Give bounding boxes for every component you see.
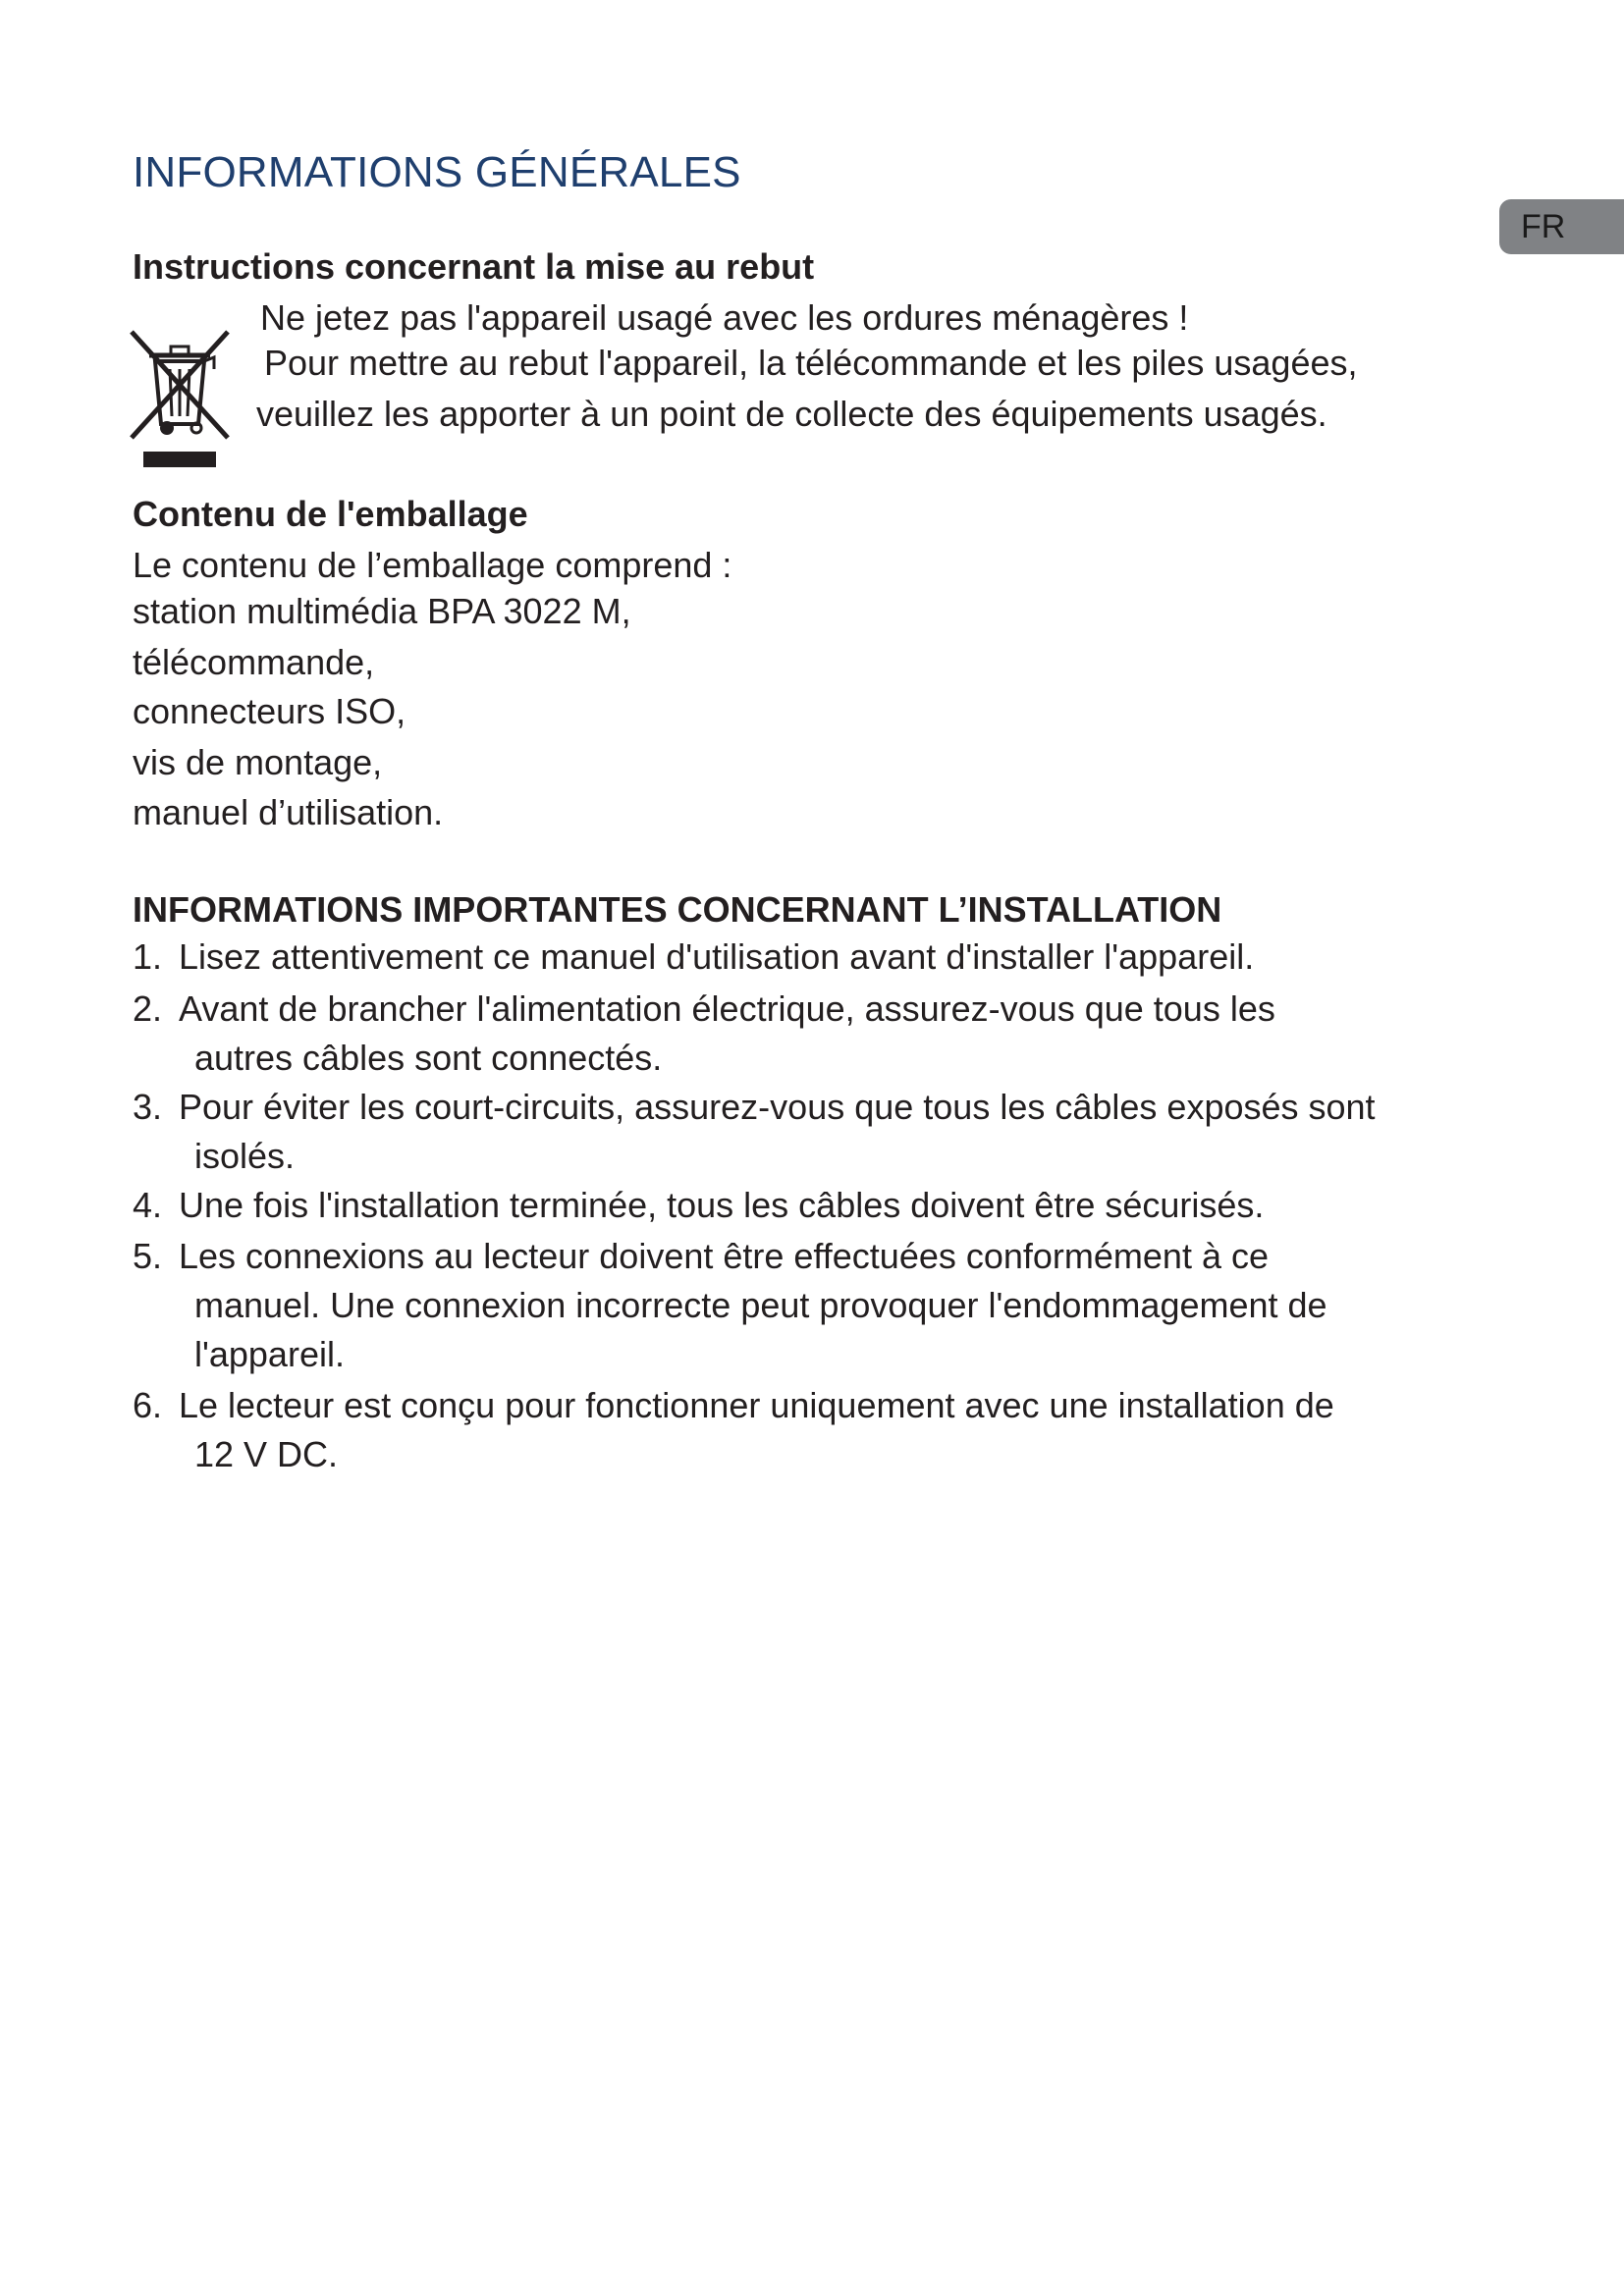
list-text: Le lecteur est conçu pour fonctionner uniquement avec une installation de [179,1385,1334,1425]
language-tab: FR [1499,199,1624,254]
list-item [133,1232,1507,1379]
list-item [133,933,1507,982]
list-number: 1. [133,936,163,977]
list-text-continued: 12 V DC. [194,1434,339,1474]
list-text-continued: autres câbles sont connectés. [194,1038,663,1078]
list-number: 5. [133,1236,163,1276]
list-text: Une fois l'installation terminée, tous les câbles doivent être sécurisés. [179,1185,1265,1225]
list-item [133,1083,1507,1181]
list-item [133,1181,1507,1230]
list-text-continued: l'appareil. [194,1334,345,1374]
list-text-continued: isolés. [194,1136,296,1176]
list-item [133,1381,1507,1479]
disposal-line-2: Pour mettre au rebut l'appareil, la télécommande et les piles usagées, [264,343,1358,383]
disposal-line-1: Ne jetez pas l'appareil usagé avec les ordures ménagères ! [260,297,1189,338]
page-title: INFORMATIONS GÉNÉRALES [133,148,741,196]
list-text-continued: manuel. Une connexion incorrecte peut provoquer l'endommagement de [194,1285,1327,1325]
list-number: 2. [133,988,163,1029]
list-text: Pour éviter les court-circuits, assurez-vous que tous les câbles exposés sont [179,1087,1376,1127]
installation-heading: INFORMATIONS IMPORTANTES CONCERNANT L’INSTALLATION [133,889,1222,930]
list-text: Les connexions au lecteur doivent être effectuées conformément à ce [179,1236,1270,1276]
disposal-heading: Instructions concernant la mise au rebut [133,246,815,287]
list-text: Lisez attentivement ce manuel d'utilisation avant d'installer l'appareil. [179,936,1255,977]
list-text: Avant de brancher l'alimentation électrique, assurez-vous que tous les [179,988,1275,1029]
package-item: vis de montage, [133,742,383,782]
package-intro: Le contenu de l’emballage comprend : [133,545,732,585]
crossed-out-wheelie-bin-icon [126,324,234,471]
list-item [133,985,1507,1083]
package-item: connecteurs ISO, [133,691,406,731]
package-item: manuel d’utilisation. [133,792,444,832]
package-item: télécommande, [133,642,375,682]
list-number: 6. [133,1385,163,1425]
package-item: station multimédia BPA 3022 M, [133,591,631,631]
package-heading: Contenu de l'emballage [133,494,528,534]
list-number: 4. [133,1185,163,1225]
disposal-line-3: veuillez les apporter à un point de collecte des équipements usagés. [256,394,1327,434]
list-number: 3. [133,1087,163,1127]
